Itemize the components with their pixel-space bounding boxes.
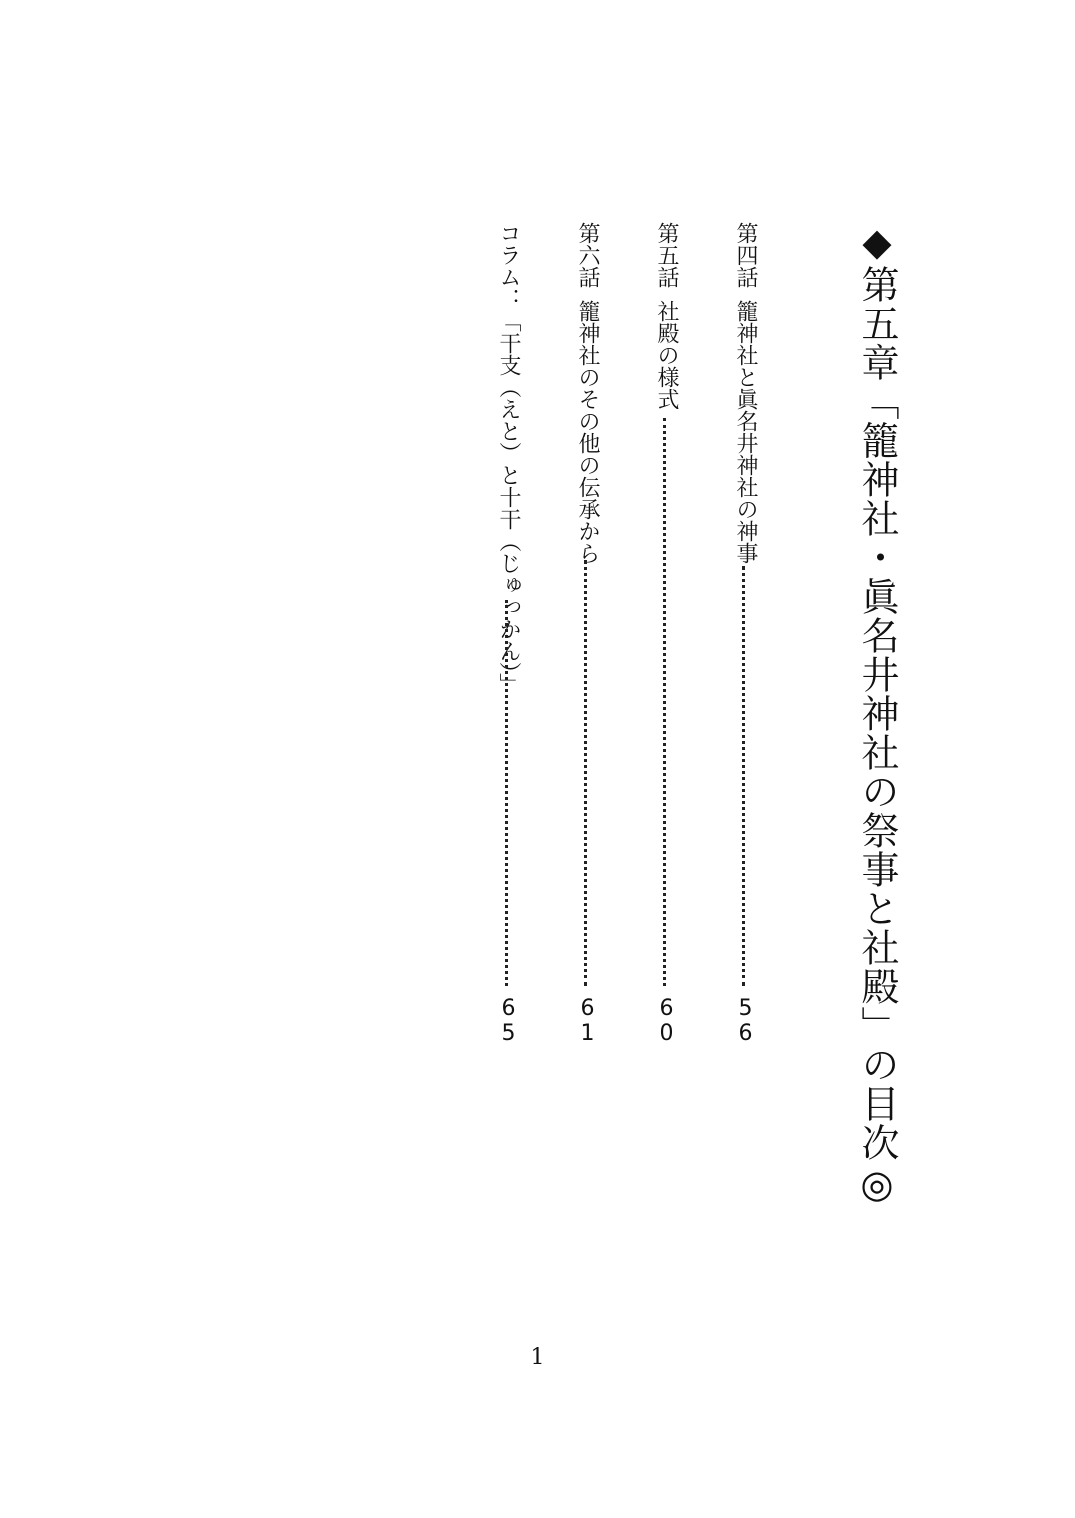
toc-leader-dots (505, 600, 512, 986)
page-number: 1 (530, 1345, 545, 1370)
toc-entry-label: 第六話 (575, 222, 600, 288)
toc-page-number: 65 (496, 996, 521, 1046)
toc-leader-dots (663, 418, 670, 986)
toc-entry-title: 社殿の様式 (654, 300, 679, 410)
toc-entry-title: コラム：「干支（えと）と十干（じゅっかん）」 (496, 222, 521, 695)
toc-leader-dots (742, 566, 749, 986)
toc-entry-title: 籠神社のその他の伝承から (575, 300, 600, 564)
chapter-heading: ◆第五章「籠神社・眞名井神社の祭事と社殿」の目次◎ (855, 220, 899, 1207)
toc-leader-dots (584, 560, 591, 986)
toc-page-number: 61 (575, 996, 600, 1046)
toc-entry-label: 第五話 (654, 222, 679, 288)
toc-entry-title: 籠神社と眞名井神社の神事 (733, 300, 758, 564)
toc-page-number: 60 (654, 996, 679, 1046)
toc-entry-label: 第四話 (733, 222, 758, 288)
toc-page-number: 56 (733, 996, 758, 1046)
